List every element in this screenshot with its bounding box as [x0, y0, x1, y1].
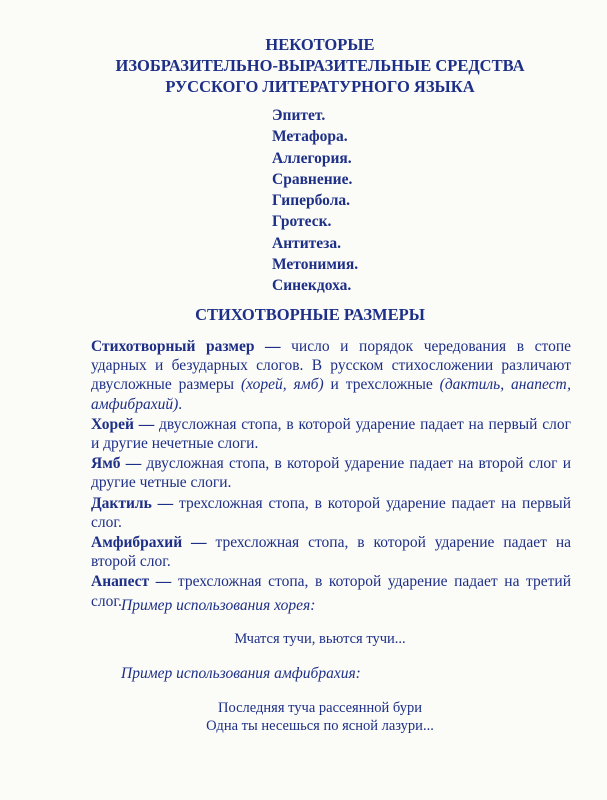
term-yamb: Ямб —	[91, 455, 142, 473]
device-item: Синекдоха.	[272, 277, 352, 295]
device-item: Аллегория.	[272, 149, 352, 167]
definition-amfibrakhii	[91, 533, 571, 571]
title-line-1: НЕКОТОРЫЕ	[265, 35, 375, 54]
device-item: Гротеск.	[272, 213, 332, 231]
device-item: Эпитет.	[272, 107, 326, 124]
device-item: Сравнение.	[272, 170, 353, 188]
device-item: Метафора.	[272, 128, 348, 146]
device-item: Метонимия.	[272, 256, 359, 274]
definition-text: двусложная стопа, в которой ударение падает на первый слог и другие нечетные слоги.	[91, 415, 571, 453]
definitions-body	[91, 337, 571, 612]
term-khorei: Хорей —	[91, 415, 155, 433]
verse-line: Одна ты несешься по ясной лазури...	[206, 718, 434, 734]
term-meter: Стихотворный размер —	[91, 338, 281, 355]
verse-amfibrakhii	[0, 699, 607, 735]
device-item: Гипербола.	[272, 192, 351, 210]
term-daktil: Дактиль —	[91, 494, 174, 512]
definition-text: .	[178, 395, 183, 413]
term-amfibrakhii: Амфибрахий —	[91, 534, 207, 552]
title-line-3: РУССКОГО ЛИТЕРАТУРНОГО ЯЗЫКА	[165, 77, 475, 96]
verse-line: Последняя туча рассеянной бури	[218, 700, 422, 716]
definition-yamb	[91, 454, 571, 492]
definition-italic: (дактиль, анапест, амфибрахий)	[91, 376, 571, 413]
definition-text: и трехсложные	[323, 376, 440, 394]
section-title-meters: СТИХОТВОРНЫЕ РАЗМЕРЫ	[195, 305, 425, 324]
example-label-amfibrakhii: Пример использования амфибрахия:	[121, 665, 361, 682]
definition-text: трехсложная стопа, в которой ударение падает на третий слог.	[91, 573, 571, 610]
device-item: Антитеза.	[272, 234, 342, 252]
verse-khorei	[0, 630, 607, 648]
title-line-2: ИЗОБРАЗИТЕЛЬНО-ВЫРАЗИТЕЛЬНЫЕ СРЕДСТВА	[115, 56, 525, 75]
definition-khorei	[91, 415, 571, 453]
example-label-khorei: Пример использования хорея:	[121, 597, 316, 614]
term-anapest: Анапест —	[91, 573, 172, 591]
definition-text: двусложная стопа, в которой ударение падает на второй слог и другие четные слоги.	[91, 455, 571, 492]
main-title	[0, 34, 607, 97]
devices-list	[272, 105, 358, 297]
definition-meter	[91, 337, 571, 414]
definition-text: трехсложная стопа, в которой ударение падает на второй слог.	[91, 534, 572, 571]
definition-text: число и порядок чередования в стопе ударных и безударных слогов. В русском стихосложении различают двусложные размеры	[91, 338, 571, 394]
definition-italic: (хорей, ямб)	[240, 376, 324, 394]
verse-line: Мчатся тучи, вьются тучи...	[234, 631, 406, 647]
definition-daktil	[91, 494, 571, 532]
definition-text: трехсложная стопа, в которой ударение падает на первый слог.	[91, 494, 571, 531]
